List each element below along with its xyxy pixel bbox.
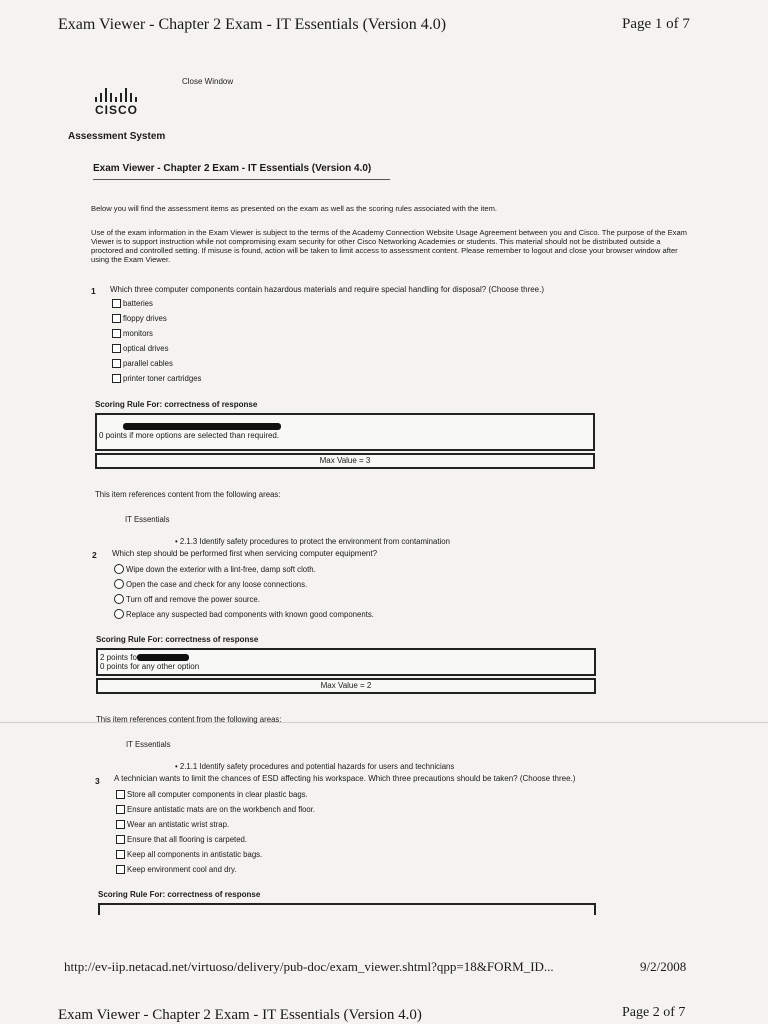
objective-item: • 2.1.3 Identify safety procedures to protect the environment from contamination bbox=[175, 537, 450, 546]
cisco-logo bbox=[95, 86, 155, 117]
objective-item: • 2.1.1 Identify safety procedures and potential hazards for users and technicians bbox=[175, 762, 455, 771]
max-value-box: Max Value = 3 bbox=[95, 453, 595, 469]
checkbox[interactable] bbox=[116, 835, 125, 844]
answer-option[interactable]: Keep all components in antistatic bags. bbox=[116, 847, 315, 861]
cisco-bridge-logo-icon bbox=[95, 86, 155, 102]
q2-options bbox=[114, 562, 374, 621]
scoring-rule-label: Scoring Rule For: correctness of response bbox=[98, 890, 261, 899]
usage-agreement-text: Use of the exam information in the Exam Viewer is subject to the terms of the Academy Connection Website Usage Agreement between you and Cisco. The purpose of the Exam Viewer is to support instruction while not compromising exam security for other Cisco Networking Academies or students. This material should not be distributed outside a proctored and controlled setting. If misuse is found, action will be taken to limit access to assessment content. Please remember to logout and close your browser window after using the Exam Viewer. bbox=[91, 228, 688, 264]
close-window-link[interactable]: Close Window bbox=[182, 77, 234, 86]
assessment-system-heading: Assessment System bbox=[68, 131, 166, 142]
scoring-rule-box bbox=[98, 903, 596, 915]
scoring-rule-text: 0 points if more options are selected than required. bbox=[99, 431, 280, 440]
question-text: A technician wants to limit the chances of ESD affecting his workspace. Which three precautions should be taken? (Choose three.) bbox=[114, 774, 576, 783]
answer-option[interactable]: batteries bbox=[112, 297, 201, 310]
checkbox[interactable] bbox=[112, 344, 121, 353]
checkbox[interactable] bbox=[112, 359, 121, 368]
references-label: This item references content from the following areas: bbox=[96, 715, 282, 724]
redacted-text bbox=[123, 423, 281, 430]
print-header-title: Exam Viewer - Chapter 2 Exam - IT Essentials (Version 4.0) bbox=[58, 16, 447, 33]
answer-option[interactable]: Ensure that all flooring is carpeted. bbox=[116, 832, 315, 846]
question-text: Which three computer components contain hazardous materials and require special handling for disposal? (Choose three.) bbox=[110, 285, 545, 294]
print-header-title: Exam Viewer - Chapter 2 Exam - IT Essentials (Version 4.0) bbox=[58, 1007, 422, 1023]
print-page-number: Page 2 of 7 bbox=[622, 1005, 686, 1020]
checkbox[interactable] bbox=[116, 790, 125, 799]
checkbox[interactable] bbox=[116, 805, 125, 814]
answer-option[interactable]: Store all computer components in clear plastic bags. bbox=[116, 787, 315, 801]
answer-option[interactable]: Keep environment cool and dry. bbox=[116, 862, 315, 876]
max-value-box: Max Value = 2 bbox=[96, 678, 596, 694]
question-number: 1 bbox=[91, 286, 96, 296]
checkbox[interactable] bbox=[112, 374, 121, 383]
answer-option[interactable]: Replace any suspected bad components with known good components. bbox=[114, 607, 374, 621]
radio-button[interactable] bbox=[114, 609, 124, 619]
content-area: IT Essentials bbox=[126, 740, 171, 749]
checkbox[interactable] bbox=[112, 329, 121, 338]
answer-option[interactable]: Wear an antistatic wrist strap. bbox=[116, 817, 315, 831]
print-footer-date: 9/2/2008 bbox=[640, 959, 687, 974]
answer-option[interactable]: Wipe down the exterior with a lint-free, damp soft cloth. bbox=[114, 562, 374, 576]
title-divider bbox=[93, 179, 390, 180]
exam-title: Exam Viewer - Chapter 2 Exam - IT Essentials (Version 4.0) bbox=[93, 163, 372, 174]
question-number: 2 bbox=[92, 550, 97, 560]
checkbox[interactable] bbox=[116, 850, 125, 859]
question-number: 3 bbox=[95, 776, 100, 786]
q1-options bbox=[112, 297, 201, 385]
scoring-rule-label: Scoring Rule For: correctness of response bbox=[95, 400, 258, 409]
checkbox[interactable] bbox=[112, 314, 121, 323]
radio-button[interactable] bbox=[114, 594, 124, 604]
scoring-rule-text: 2 points fo bbox=[100, 653, 137, 662]
scoring-rule-text: 0 points for any other option bbox=[100, 662, 200, 671]
answer-option[interactable]: Open the case and check for any loose connections. bbox=[114, 577, 374, 591]
print-footer-url: http://ev-iip.netacad.net/virtuoso/delivery/pub-doc/exam_viewer.shtml?qpp=18&FORM_ID... bbox=[64, 959, 554, 974]
checkbox[interactable] bbox=[116, 820, 125, 829]
scoring-rule-box bbox=[95, 413, 595, 451]
answer-option[interactable]: optical drives bbox=[112, 342, 201, 355]
radio-button[interactable] bbox=[114, 564, 124, 574]
references-label: This item references content from the following areas: bbox=[95, 490, 281, 499]
content-area: IT Essentials bbox=[125, 515, 170, 524]
answer-option[interactable]: Ensure antistatic mats are on the workbench and floor. bbox=[116, 802, 315, 816]
intro-text: Below you will find the assessment items as presented on the exam as well as the scoring rules associated with the item. bbox=[91, 204, 498, 213]
scoring-rule-box bbox=[96, 648, 596, 676]
checkbox[interactable] bbox=[112, 299, 121, 308]
checkbox[interactable] bbox=[116, 865, 125, 874]
print-page-number: Page 1 of 7 bbox=[622, 16, 690, 32]
cisco-wordmark: CISCO bbox=[95, 103, 139, 117]
redacted-text bbox=[137, 654, 189, 661]
answer-option[interactable]: floppy drives bbox=[112, 312, 201, 325]
answer-option[interactable]: Turn off and remove the power source. bbox=[114, 592, 374, 606]
answer-option[interactable]: monitors bbox=[112, 327, 201, 340]
answer-option[interactable]: printer toner cartridges bbox=[112, 372, 201, 385]
radio-button[interactable] bbox=[114, 579, 124, 589]
question-text: Which step should be performed first when servicing computer equipment? bbox=[112, 549, 378, 558]
scoring-rule-label: Scoring Rule For: correctness of response bbox=[96, 635, 259, 644]
q3-options bbox=[116, 787, 315, 876]
answer-option[interactable]: parallel cables bbox=[112, 357, 201, 370]
